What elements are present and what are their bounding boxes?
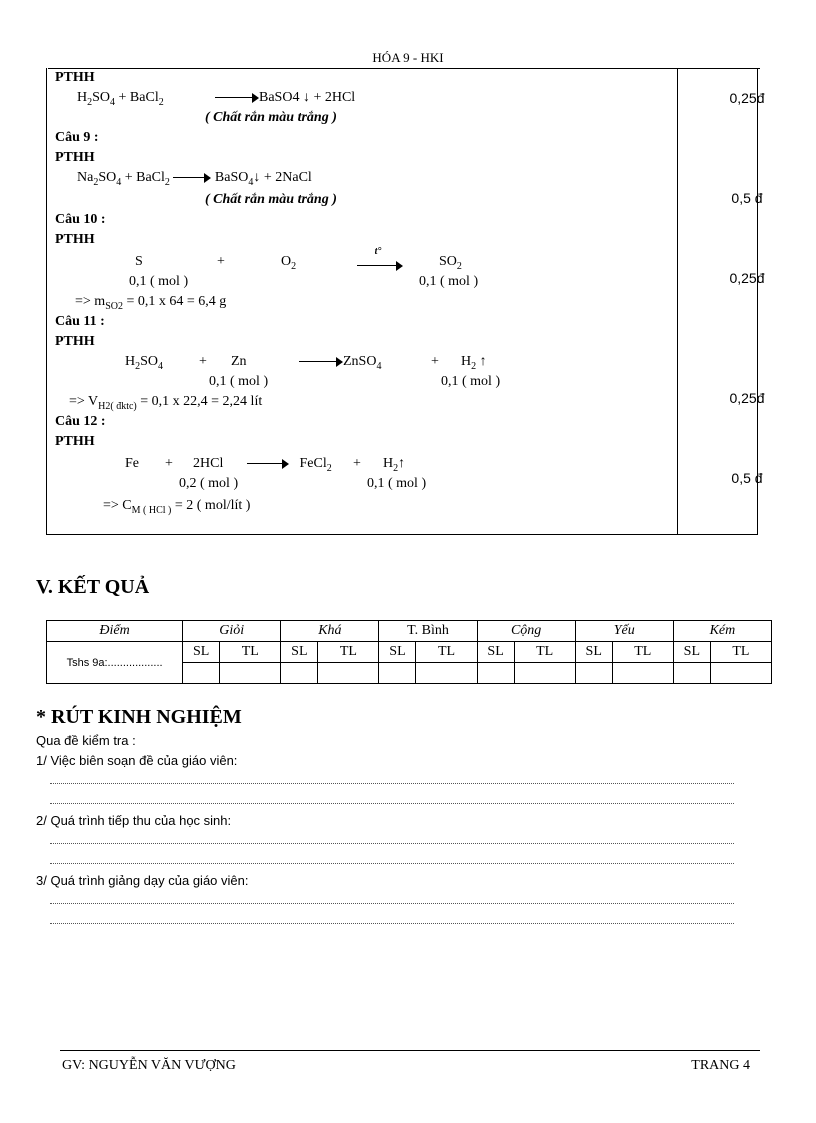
value-cell: [710, 663, 771, 684]
answer-table: [46, 68, 765, 535]
q8-equation: $H_2SO_4$ + BaCl$_2$: [77, 90, 164, 108]
category-kha: Khá: [281, 621, 379, 642]
q12-plus-2: +: [353, 456, 361, 471]
precipitate-arrow-icon: ↓: [302, 90, 310, 105]
review-intro: Qua đề kiểm tra :: [36, 733, 136, 748]
answer-dotted-line: [50, 843, 734, 844]
q10-calc: => $m_{SO2} = 0,1$ x 64 = 6,4 g: [75, 294, 227, 312]
answer-dotted-line: [50, 783, 734, 784]
q11-reactant-zn: Zn: [231, 354, 247, 369]
review-item-2: 2/ Quá trình tiếp thu của học sinh:: [36, 813, 232, 828]
gas-arrow-icon: ↑: [479, 354, 487, 369]
value-cell: [281, 663, 318, 684]
tl-header: TL: [416, 642, 477, 663]
answer-dotted-line: [50, 923, 734, 924]
q9-pthh-label: PTHH: [55, 150, 95, 165]
sl-header: SL: [575, 642, 612, 663]
value-cell: [477, 663, 514, 684]
value-cell: [514, 663, 575, 684]
category-tbinh: T. Bình: [379, 621, 477, 642]
q11-product-h2: $H_2$ ↑: [461, 354, 487, 372]
sl-header: SL: [183, 642, 220, 663]
review-item-1: 1/ Việc biên soạn đề của giáo viên:: [36, 753, 238, 768]
answer-dotted-line: [50, 903, 734, 904]
score-header: Điểm: [47, 621, 183, 642]
q11-plus-1: +: [199, 354, 207, 369]
q10-mol-right: 0,1 ( mol ): [419, 274, 479, 289]
q10-reactant-s: S: [135, 254, 143, 269]
q11-reactant-h2so4: $H_2SO_4$: [125, 354, 164, 372]
answer-dotted-line: [50, 863, 734, 864]
q12-reactant-fe: Fe: [125, 456, 139, 471]
results-heading: V. KẾT QUẢ: [36, 576, 150, 598]
review-heading: * RÚT KINH NGHIỆM: [36, 706, 242, 728]
value-cell: [220, 663, 281, 684]
value-cell: [575, 663, 612, 684]
q9-score: 0,5 đ: [731, 190, 763, 206]
q12-products: FeCl$_2$: [247, 456, 332, 474]
value-cell: [416, 663, 477, 684]
tl-header: TL: [220, 642, 281, 663]
value-cell: [379, 663, 416, 684]
score-column-divider: [677, 68, 678, 534]
q11-plus-2: +: [431, 354, 439, 369]
category-gioi: Giỏi: [183, 621, 281, 642]
sl-header: SL: [673, 642, 710, 663]
precipitate-arrow-icon: ↓: [253, 170, 261, 185]
gas-arrow-icon: ↑: [398, 456, 406, 471]
q12-calc: => $C_{M ( HCl )} = 2$ ( mol/lít ): [103, 498, 251, 516]
q11-products: ZnSO$_4$: [299, 354, 381, 372]
q11-pthh-label: PTHH: [55, 334, 95, 349]
reaction-arrow-icon: [299, 357, 343, 367]
tl-header: TL: [514, 642, 575, 663]
footer-page-number: TRANG 4: [691, 1058, 750, 1073]
reaction-arrow-icon: [247, 459, 289, 469]
category-yeu: Yếu: [575, 621, 673, 642]
q9-note: ( Chất rắn màu trắng ): [205, 192, 337, 207]
reaction-arrow-icon: [173, 173, 211, 183]
tl-header: TL: [318, 642, 379, 663]
q9-equation: $Na_2SO_4$ + BaCl$_2$ BaSO$_4$↓ + 2NaCl: [77, 170, 312, 188]
q10-pthh-label: PTHH: [55, 232, 95, 247]
q12-reactant-hcl: 2HCl: [193, 456, 224, 471]
q11-label: Câu 11 :: [55, 314, 105, 329]
category-cong: Cộng: [477, 621, 575, 642]
q10-plus: +: [217, 254, 225, 269]
reaction-arrow-icon: [357, 261, 403, 271]
q12-product-h2: $H_2↑$: [383, 456, 406, 474]
value-cell: [612, 663, 673, 684]
q10-label: Câu 10 :: [55, 212, 106, 227]
footer-rule: [60, 1050, 760, 1051]
page-header-title: HÓA 9 - HKI: [372, 50, 444, 65]
q11-mol-left: 0,1 ( mol ): [209, 374, 269, 389]
q8-note: ( Chất rắn màu trắng ): [205, 110, 337, 125]
results-table: [46, 620, 772, 684]
answer-dotted-line: [50, 803, 734, 804]
q10-arrow: [357, 258, 403, 274]
sl-header: SL: [477, 642, 514, 663]
q12-mol-left: 0,2 ( mol ): [179, 476, 239, 491]
value-cell: [318, 663, 379, 684]
q10-mol-left: 0,1 ( mol ): [129, 274, 189, 289]
q12-plus-1: +: [165, 456, 173, 471]
value-cell: [183, 663, 220, 684]
q8-score: 0,25đ: [729, 90, 765, 106]
value-cell: [673, 663, 710, 684]
class-row-label: Tshs 9a:..................: [47, 642, 183, 684]
q12-score: 0,5 đ: [731, 470, 763, 486]
q11-mol-right: 0,1 ( mol ): [441, 374, 501, 389]
category-kem: Kém: [673, 621, 771, 642]
q10-score: 0,25đ: [729, 270, 765, 286]
q8-pthh-label: PTHH: [55, 70, 95, 85]
q9-label: Câu 9 :: [55, 130, 99, 145]
q10-product-so2: $SO_2$: [439, 254, 462, 272]
q12-pthh-label: PTHH: [55, 434, 95, 449]
q11-calc: => $V_{H2( đktc)} = 0,1$ x 22,4 = 2,24 lít: [69, 394, 263, 412]
footer-teacher: GV: NGUYỄN VĂN VƯỢNG: [62, 1058, 236, 1073]
q10-reactant-o2: $O_2$: [281, 254, 297, 272]
q11-score: 0,25đ: [729, 390, 765, 406]
sl-header: SL: [281, 642, 318, 663]
heat-condition-label: t°: [374, 246, 382, 257]
tl-header: TL: [710, 642, 771, 663]
tl-header: TL: [612, 642, 673, 663]
review-item-3: 3/ Quá trình giảng dạy của giáo viên:: [36, 873, 249, 888]
results-subheader-row: [47, 642, 772, 663]
q8-products: BaSO4 ↓ + 2HCl: [215, 90, 355, 106]
results-header-row: [47, 621, 772, 642]
reaction-arrow-icon: [215, 93, 259, 103]
sl-header: SL: [379, 642, 416, 663]
q12-mol-right: 0,1 ( mol ): [367, 476, 427, 491]
q12-label: Câu 12 :: [55, 414, 106, 429]
